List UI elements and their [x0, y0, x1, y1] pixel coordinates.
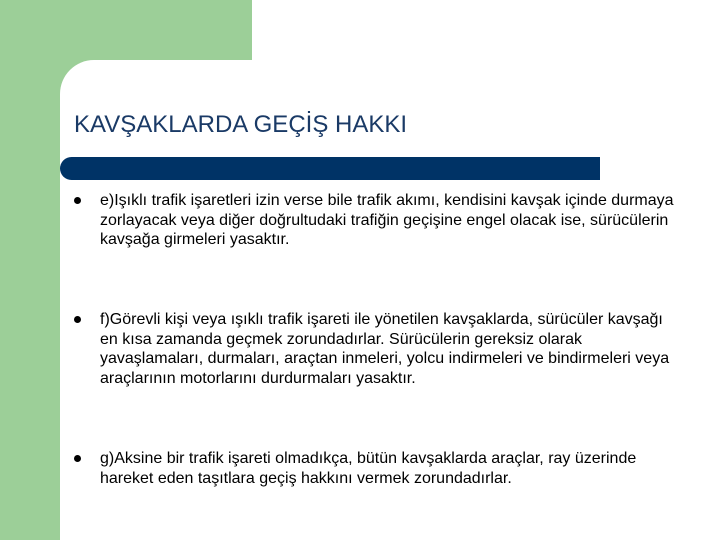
bullet-text: g)Aksine bir trafik işareti olmadıkça, bütün kavşaklarda araçlar, ray üzerinde hareket eden taşıtlara geçiş hakkını vermek zorundadırlar.: [100, 450, 637, 487]
title-underline-bar: [60, 157, 600, 180]
bullet-dot-icon: [74, 316, 81, 323]
bullet-dot-icon: [74, 455, 81, 462]
bullet-dot-icon: [74, 197, 81, 204]
slide-title: KAVŞAKLARDA GEÇİŞ HAKKI: [74, 111, 408, 138]
bullet-text: e)Işıklı trafik işaretleri izin verse bile trafik akımı, kendisini kavşak içinde durmaya zorlayacak veya diğer doğrultudaki trafiğin geçişine engel olacak ise, sürücülerin kavşağa girmeleri yasaktır.: [100, 192, 674, 248]
bullet-text: f)Görevli kişi veya ışıklı trafik işareti ile yönetilen kavşaklarda, sürücüler kavşağı en kısa zamanda geçmek zorundadırlar. Sürücülerin gereksiz olarak yavaşlamaları, durmaları, araçtan inmeleri, yolcu indirmeleri ve bindirmeleri veya araçlarının motorlarını durdurmaları yasaktır.: [100, 311, 670, 387]
